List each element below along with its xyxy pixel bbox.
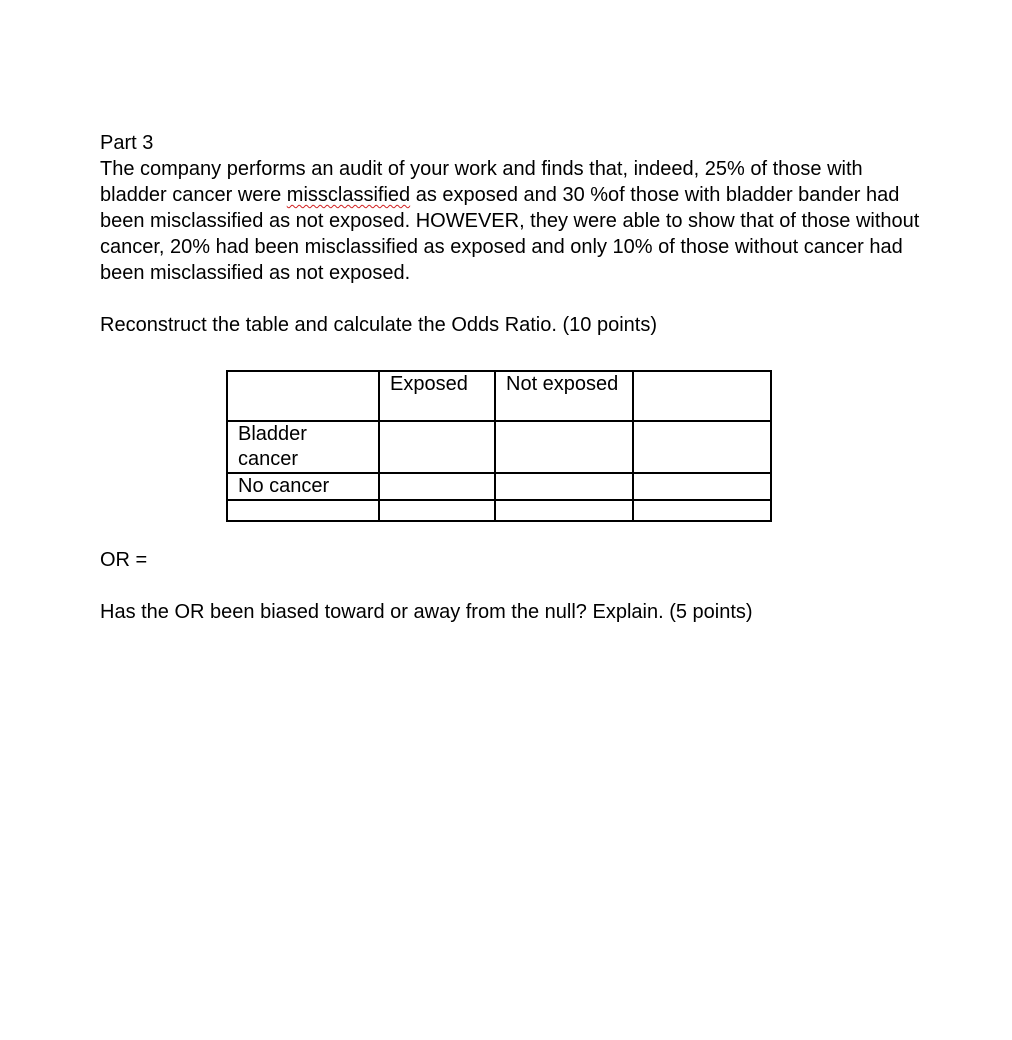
- instruction-text: Reconstruct the table and calculate the Odds Ratio. (10 points): [100, 314, 657, 336]
- table-cell[interactable]: [495, 500, 633, 521]
- document-body: [100, 130, 930, 338]
- table-header-cell[interactable]: [227, 371, 379, 421]
- table-cell[interactable]: [495, 421, 633, 473]
- audit-paragraph: [100, 156, 930, 286]
- bias-question: Has the OR been biased toward or away from the null? Explain. (5 points): [100, 601, 753, 623]
- table-header-cell[interactable]: Not exposed: [495, 371, 633, 421]
- table-header-row: [227, 371, 771, 421]
- part-title: Part 3: [100, 132, 154, 154]
- table-cell[interactable]: [633, 421, 771, 473]
- table-cell[interactable]: [633, 473, 771, 500]
- table-cell[interactable]: [379, 421, 495, 473]
- table-cell[interactable]: [495, 473, 633, 500]
- odds-ratio-label: OR =: [100, 549, 148, 571]
- paragraph-text-start: The company performs an audit of your work and finds that, indeed, 25% of those with bladder cancer were: [100, 158, 863, 206]
- table-cell[interactable]: [379, 500, 495, 521]
- table-header-cell[interactable]: [633, 371, 771, 421]
- table-cell[interactable]: [227, 500, 379, 521]
- table-cell[interactable]: [379, 473, 495, 500]
- table-cell[interactable]: [633, 500, 771, 521]
- table-cell[interactable]: No cancer: [227, 473, 379, 500]
- table-cell[interactable]: Bladder cancer: [227, 421, 379, 473]
- table-row: [227, 500, 771, 521]
- table-header-cell[interactable]: Exposed: [379, 371, 495, 421]
- table-row: [227, 421, 771, 473]
- table-row: [227, 473, 771, 500]
- misspelled-word[interactable]: missclassified: [286, 184, 411, 206]
- two-by-two-table: [226, 370, 772, 522]
- paragraph-text-end: as exposed and 30 %of those with bladder bander had been misclassified as not exposed. HOWEVER, they were able to show that of those without cancer, 20% had been misclassified as exposed and only 10% of those without cancer had been misclassified as not exposed.: [100, 184, 920, 284]
